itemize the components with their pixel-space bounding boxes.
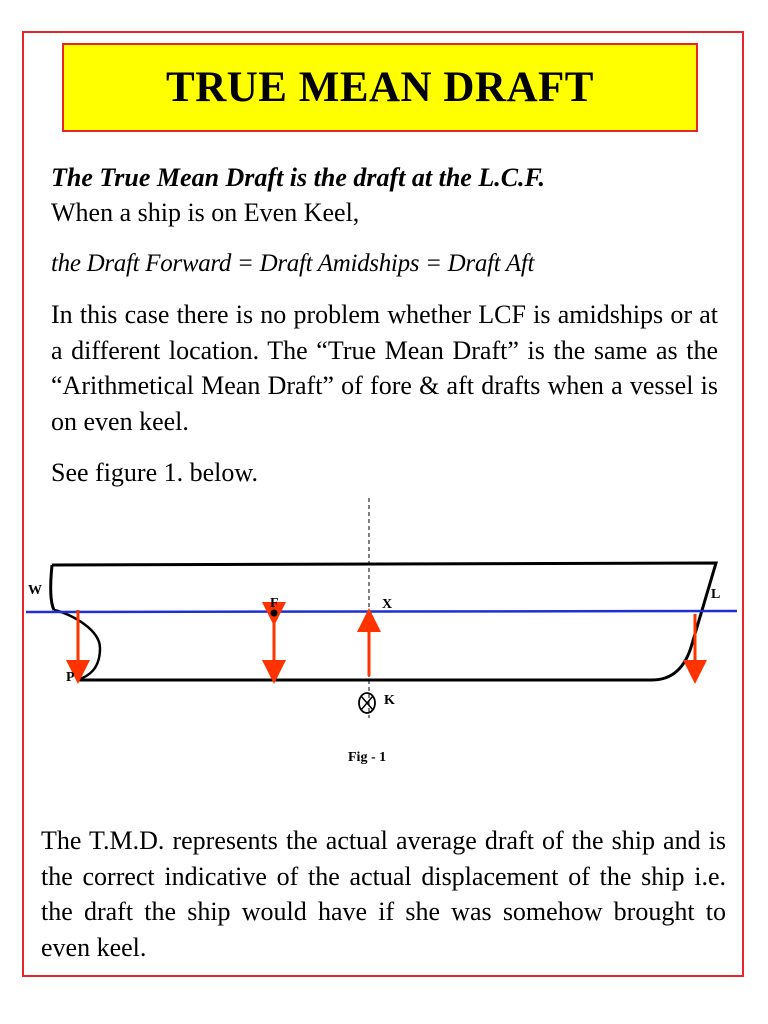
definition-text: The True Mean Draft is the draft at the L.C.F. xyxy=(51,163,546,192)
conclusion-paragraph: The T.M.D. represents the actual average draft of the ship and is the correct indicative of the actual displacement of the ship i.e. the draft the ship would have if she was somehow brought to even keel. xyxy=(41,826,726,962)
figure-caption: Fig - 1 xyxy=(348,750,387,765)
title-box xyxy=(62,43,698,132)
figure-reference: See figure 1. below. xyxy=(51,458,258,487)
ship-draft-figure xyxy=(0,490,768,780)
label-x: X xyxy=(382,597,393,612)
even-keel-text: When a ship is on Even Keel, xyxy=(51,198,360,227)
label-p: P xyxy=(66,670,75,685)
label-l: L xyxy=(711,587,721,602)
explanation-paragraph: In this case there is no problem whether LCF is amidships or at a different location. The “True Mean Draft” is the same as the “Arithmetical Mean Draft” of fore & aft drafts when a vessel is on even keel. xyxy=(51,300,718,436)
label-k: K xyxy=(384,693,395,708)
keel-symbol-icon xyxy=(359,693,375,713)
label-f: F xyxy=(270,596,279,611)
label-w: W xyxy=(28,583,42,598)
page-title: TRUE MEAN DRAFT xyxy=(166,64,594,111)
hull-outline xyxy=(52,563,716,680)
draft-equation: the Draft Forward = Draft Amidships = Draft Aft xyxy=(51,250,535,277)
hull-stern-top xyxy=(51,565,54,610)
